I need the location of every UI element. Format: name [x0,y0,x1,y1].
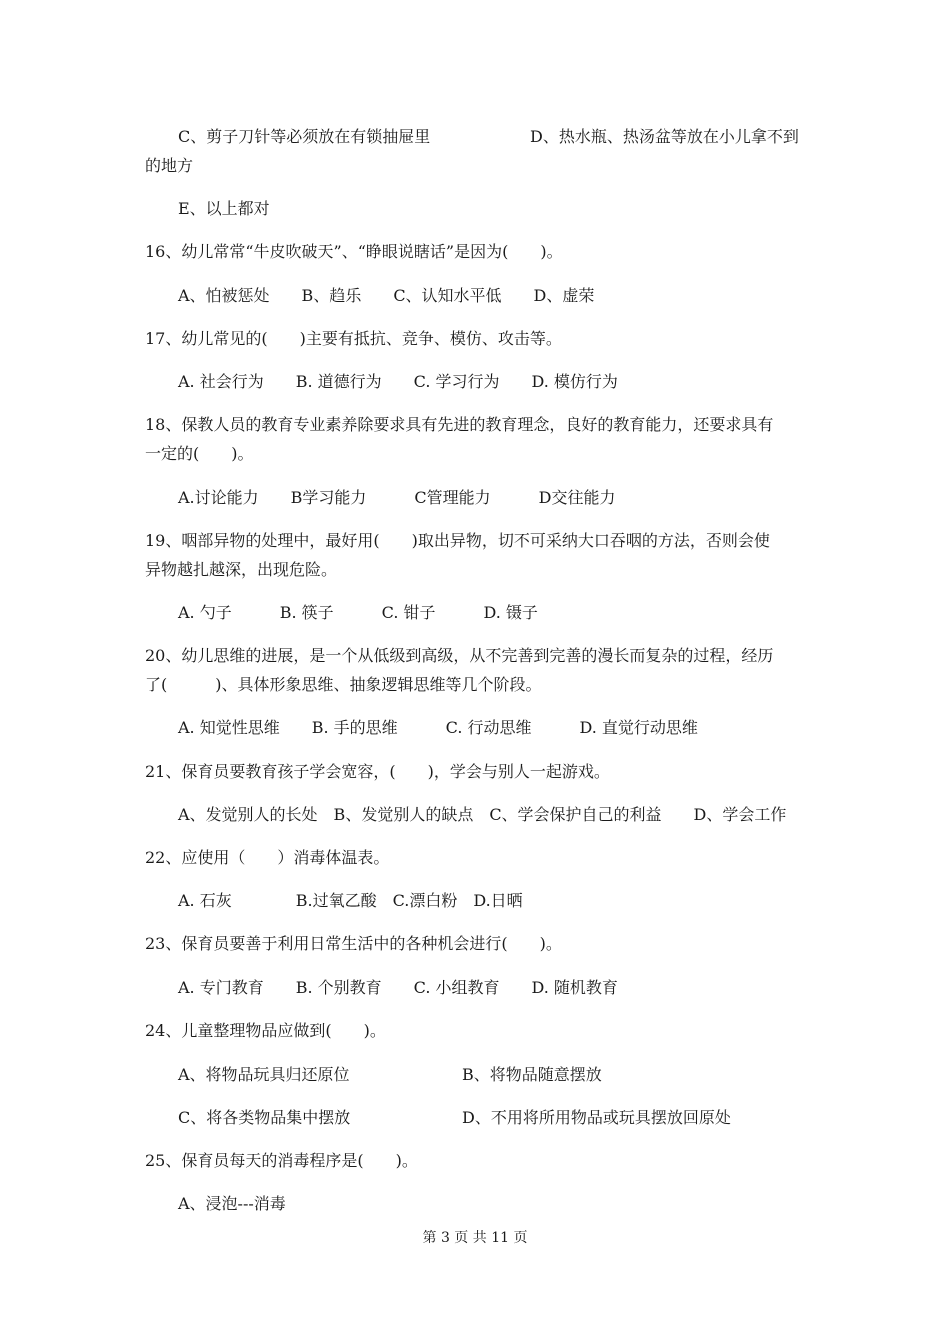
page-number-footer: 第 3 页 共 11 页 [422,1230,528,1246]
question-19-continued: 异物越扎越深，出现危险。 [145,560,338,579]
question-17: 17、幼儿常见的( )主要有抵抗、竞争、模仿、攻击等。 [145,329,562,348]
option-15-e: E、以上都对 [178,199,270,218]
question-24: 24、儿童整理物品应做到( )。 [145,1021,386,1040]
question-20: 20、幼儿思维的进展，是一个从低级到高级，从不完善到完善的漫长而复杂的过程，经历 [145,646,774,665]
options-20: A. 知觉性思维 B. 手的思维 C. 行动思维 D. 直觉行动思维 [178,718,698,737]
question-19: 19、咽部异物的处理中，最好用( )取出异物，切不可采纳大口吞咽的方法，否则会使 [145,531,770,550]
question-20-continued: 了( )、具体形象思维、抽象逻辑思维等几个阶段。 [145,675,542,694]
option-24-c: C、将各类物品集中摆放 [178,1108,351,1127]
question-25: 25、保育员每天的消毒程序是( )。 [145,1151,418,1170]
options-17: A. 社会行为 B. 道德行为 C. 学习行为 D. 模仿行为 [178,372,618,391]
option-24-b: B、将物品随意摆放 [462,1065,602,1084]
options-19: A. 勺子 B. 筷子 C. 钳子 D. 镊子 [178,603,538,622]
options-16: A、怕被惩处 B、趋乐 C、认知水平低 D、虚荣 [178,286,595,305]
option-25-a: A、浸泡---消毒 [178,1194,286,1213]
question-22: 22、应使用（ ）消毒体温表。 [145,848,390,867]
question-23: 23、保育员要善于利用日常生活中的各种机会进行( )。 [145,934,562,953]
option-15-d: D、热水瓶、热汤盆等放在小儿拿不到 [530,127,799,146]
options-23: A. 专门教育 B. 个别教育 C. 小组教育 D. 随机教育 [178,978,618,997]
question-16: 16、幼儿常常“牛皮吹破天”、“睁眼说瞎话”是因为( )。 [145,242,563,261]
option-15-c: C、剪子刀针等必须放在有锁抽屉里 [178,127,431,146]
question-18-continued: 一定的( )。 [145,444,254,463]
question-21: 21、保育员要教育孩子学会宽容，( )，学会与别人一起游戏。 [145,762,610,781]
option-24-d: D、不用将所用物品或玩具摆放回原处 [462,1108,731,1127]
options-21: A、发觉别人的长处 B、发觉别人的缺点 C、学会保护自己的利益 D、学会工作 [178,805,787,824]
option-24-a: A、将物品玩具归还原位 [178,1065,350,1084]
option-15-d-continued: 的地方 [145,156,194,175]
options-18: A.讨论能力 B学习能力 C管理能力 D交往能力 [178,488,616,507]
options-22: A. 石灰 B.过氧乙酸 C.漂白粉 D.日晒 [178,891,523,910]
question-18: 18、保教人员的教育专业素养除要求具有先进的教育理念，良好的教育能力，还要求具有 [145,415,774,434]
